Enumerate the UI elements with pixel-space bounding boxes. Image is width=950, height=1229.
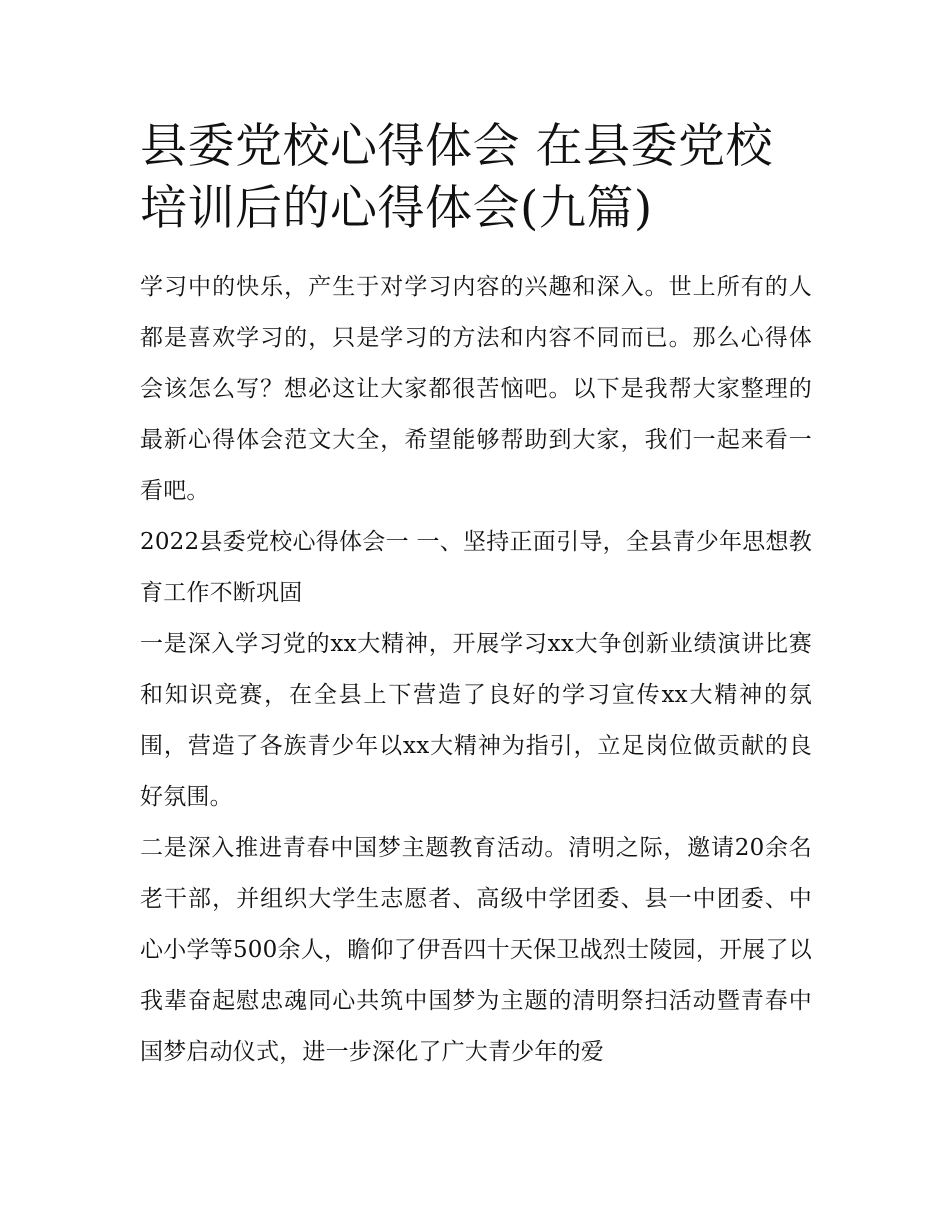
intro-paragraph: 学习中的快乐，产生于对学习内容的兴趣和深入。世上所有的人都是喜欢学习的，只是学习的方法和内容不同而已。那么心得体会该怎么写？想必这让大家都很苦恼吧。以下是我帮大家整理的最新心得体会范文大全，希望能够帮助到大家，我们一起来看一看吧。	[140, 274, 812, 504]
body-paragraph-1: 一是深入学习党的xx大精神，开展学习xx大争创新业绩演讲比赛和知识竞赛，在全县上下营造了良好的学习宣传xx大精神的氛围，营造了各族青少年以xx大精神为指引，立足岗位做贡献的良好氛围。	[140, 631, 812, 810]
section-heading-paragraph: 2022县委党校心得体会一 一、坚持正面引导，全县青少年思想教育工作不断巩固	[140, 529, 812, 606]
document-page	[140, 116, 812, 1078]
document-title: 县委党校心得体会 在县委党校培训后的心得体会(九篇)	[140, 119, 773, 236]
body-paragraph-2: 二是深入推进青春中国梦主题教育活动。清明之际，邀请20余名老干部，并组织大学生志愿者、高级中学团委、县一中团委、中心小学等500余人，瞻仰了伊吾四十天保卫战烈士陵园，开展了以我辈奋起慰忠魂同心共筑中国梦为主题的清明祭扫活动暨青春中国梦启动仪式，进一步深化了广大青少年的爱	[140, 835, 812, 1065]
